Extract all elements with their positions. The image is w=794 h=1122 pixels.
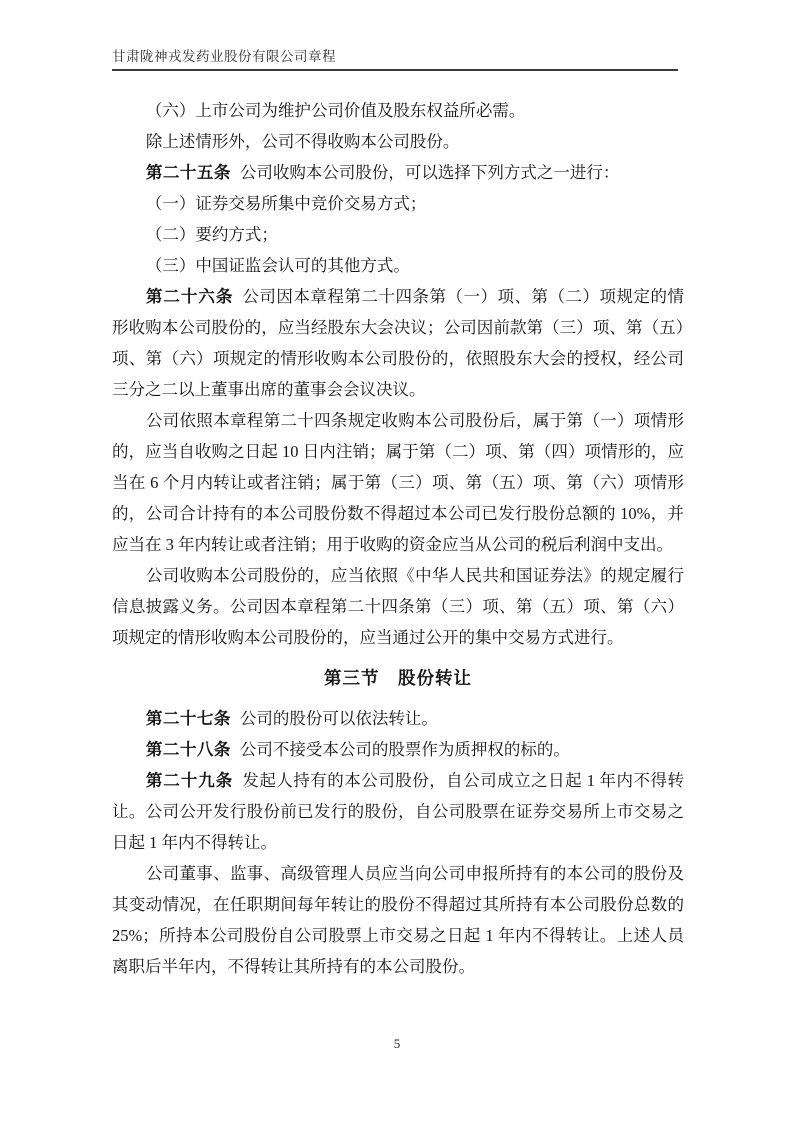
article-paragraph — [112, 734, 684, 765]
body-paragraph: 公司依照本章程第二十四条规定收购本公司股份后，属于第（一）项情形的，应当自收购之日起 10 日内注销；属于第（二）项、第（四）项情形的，应当在 6 个月内转让或者注销；属于第（三）项、第（五）项、第（六）项情形的，公司合计持有的本公司股份数不得超过本公司已发行股份总额的 10%，并应当在 3 年内转让或者注销；用于收购的资金应当从公司的税后利润中支出。 — [112, 411, 684, 554]
page-header — [112, 48, 678, 71]
article-number: 第二十五条 — [145, 163, 231, 182]
article-text: 公司收购本公司股份，可以选择下列方式之一进行： — [239, 163, 620, 182]
article-text: 公司因本章程第二十四条第（一）项、第（二）项规定的情形收购本公司股份的，应当经股东大会决议；公司因前款第（三）项、第（五）项、第（六）项规定的情形收购本公司股份的，依照股东大会的授权，经公司三分之二以上董事出席的董事会会议决议。 — [112, 287, 685, 399]
header-title: 甘肃陇神戎发药业股份有限公司章程 — [112, 49, 336, 64]
article-text: 发起人持有的本公司股份，自公司成立之日起 1 年内不得转让。公司公开发行股份前已发行的股份，自公司股票在证券交易所上市交易之日起 1 年内不得转让。 — [112, 771, 685, 852]
document-body — [112, 95, 684, 982]
body-paragraph: （六）上市公司为维护公司价值及股东权益所必需。 — [145, 101, 526, 120]
article-text: 公司不接受本公司的股票作为质押权的标的。 — [239, 740, 570, 759]
article-number: 第二十七条 — [145, 709, 231, 728]
article-number: 第二十八条 — [145, 740, 231, 759]
article-text: 公司的股份可以依法转让。 — [239, 709, 438, 728]
body-paragraph: 公司收购本公司股份的，应当依照《中华人民共和国证券法》的规定履行信息披露义务。公司因本章程第二十四条第（三）项、第（五）项、第（六）项规定的情形收购本公司股份的，应当通过公开的集中交易方式进行。 — [112, 566, 684, 647]
article-paragraph — [112, 157, 684, 188]
body-paragraph: 公司董事、监事、高级管理人员应当向公司申报所持有的本公司的股份及其变动情况，在任职期间每年转让的股份不得超过其所持有本公司股份总数的 25%；所持本公司股份自公司股票上市交易之日起 1 年内不得转让。上述人员离职后半年内，不得转让其所持有的本公司股份。 — [112, 864, 684, 976]
page-footer — [0, 1036, 794, 1052]
article-paragraph — [112, 703, 684, 734]
section-heading: 第三节 股份转让 — [324, 668, 472, 688]
body-paragraph: （二）要约方式； — [145, 225, 278, 244]
article-number: 第二十九条 — [145, 771, 234, 790]
article-paragraph — [112, 765, 684, 858]
article-paragraph — [112, 281, 684, 405]
page-number: 5 — [393, 1036, 401, 1051]
article-number: 第二十六条 — [145, 287, 234, 306]
body-paragraph: （一）证券交易所集中竞价交易方式； — [145, 194, 427, 213]
body-paragraph: 除上述情形外，公司不得收购本公司股份。 — [145, 132, 460, 151]
body-paragraph: （三）中国证监会认可的其他方式。 — [145, 256, 410, 275]
